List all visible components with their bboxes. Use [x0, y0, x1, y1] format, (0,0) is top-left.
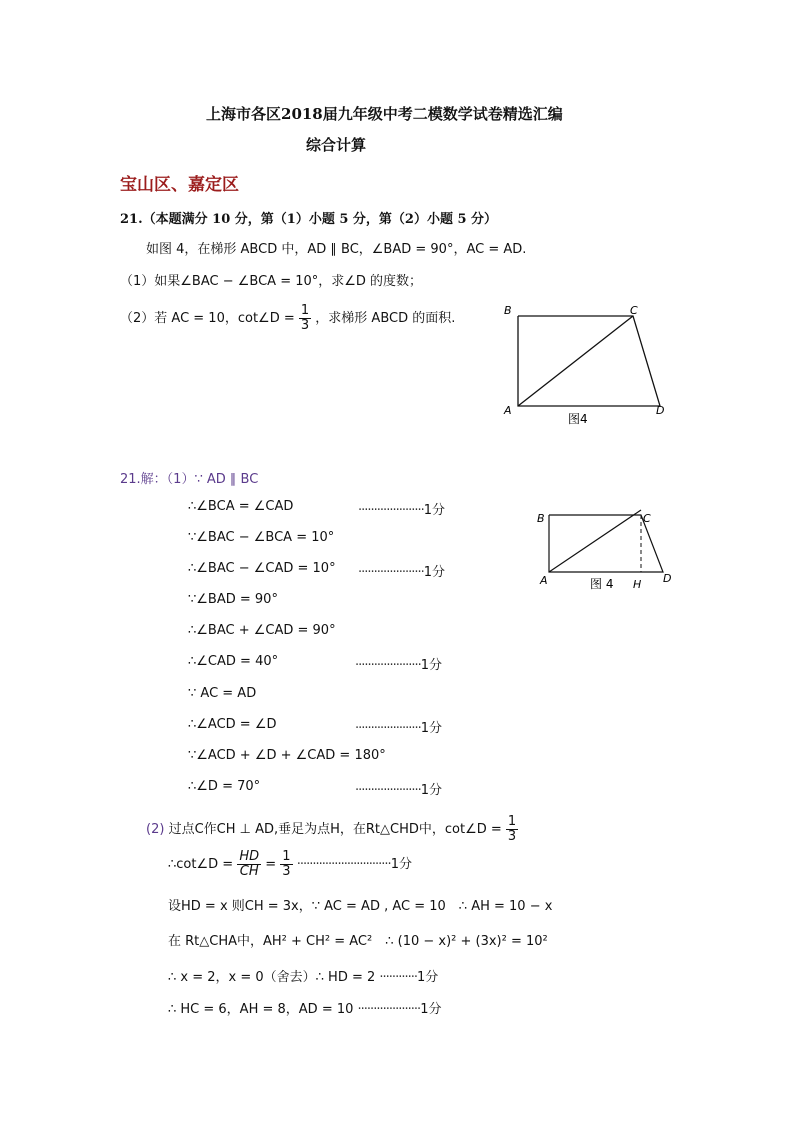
trapezoid-figure-2	[533, 502, 683, 592]
step-text: ∵∠BAD = 90°	[188, 592, 278, 607]
solution-step	[188, 686, 256, 701]
score: 1分	[420, 658, 443, 673]
section-heading: 宝山区、嘉定区	[120, 175, 239, 195]
step-text: ∴∠BAC − ∠CAD = 10°	[188, 561, 336, 576]
part2-text-b: ，求梯形 ABCD 的面积.	[315, 311, 456, 326]
question-number: 21.	[120, 212, 143, 227]
label-b: B	[504, 304, 512, 317]
step-score: ·····················1分	[358, 565, 446, 580]
part2-line2: ∴cot∠D = $\frac{HD}{CH}$ = $\frac{1}{3}$ ······························1分	[168, 849, 412, 879]
figure1-caption: 图4	[568, 412, 588, 426]
step-text: ∴∠BCA = ∠CAD	[188, 499, 294, 514]
solution-step	[188, 623, 336, 638]
label-b-2: B	[537, 512, 545, 525]
step-text: ∵∠BAC − ∠BCA = 10°	[188, 530, 335, 545]
step-text: ∴∠ACD = ∠D	[188, 717, 277, 732]
label-c: C	[630, 304, 638, 317]
solution-step	[188, 748, 386, 763]
step-text: ∴∠BAC + ∠CAD = 90°	[188, 623, 336, 638]
fraction-one-third: $\frac{1}{3}$	[300, 303, 310, 333]
part2-text-a: （2）若 AC = 10，cot∠D =	[120, 311, 295, 326]
step-text: ∵ AC = AD	[188, 686, 257, 701]
figure2-caption: 图 4	[590, 577, 614, 591]
solution-step	[188, 499, 293, 514]
part2-line5: ∴ x = 2，x = 0（舍去）∴ HD = 2 ············1分	[168, 970, 439, 985]
label-d: D	[656, 404, 665, 417]
part2-line3: 设HD = x 则CH = 3x，∵ AC = AD , AC = 10 ∴ AH = 10 − x	[168, 899, 553, 914]
score: 1分	[420, 783, 443, 798]
fraction-hd-ch: $\frac{HD}{CH}$	[239, 849, 260, 879]
score: 1分	[420, 721, 443, 736]
step-score: ·····················1分	[355, 783, 443, 798]
score: 1分	[423, 503, 446, 518]
solution-step	[188, 654, 278, 669]
solution-step	[188, 561, 336, 576]
fraction-1-3-b: $\frac{1}{3}$	[282, 849, 291, 879]
question-part2	[120, 304, 455, 333]
question-header	[120, 208, 497, 227]
question-stem: 如图 4，在梯形 ABCD 中，AD ∥ BC，∠BAD = 90°，AC = AD.	[146, 242, 527, 257]
part2-line6: ∴ HC = 6，AH = 8，AD = 10 ····················1分	[168, 1002, 442, 1017]
step-score: ·····················1分	[358, 503, 446, 518]
solution-step	[188, 717, 277, 732]
label-a: A	[504, 404, 512, 417]
label-h-2: H	[633, 578, 642, 591]
step-score: ·····················1分	[355, 721, 443, 736]
trapezoid-outline	[518, 316, 660, 406]
label-c-2: C	[643, 512, 651, 525]
diagonal-ac-2	[549, 510, 641, 572]
solution-label: 21.解：（1）∵ AD ∥ BC	[120, 472, 259, 487]
score: 1分	[423, 565, 446, 580]
question-points: （本题满分 10 分，第（1）小题 5 分，第（2）小题 5 分）	[142, 212, 498, 227]
page-subtitle: 综合计算	[306, 136, 367, 154]
step-text: ∴∠D = 70°	[188, 779, 261, 794]
label-a-2: A	[540, 574, 548, 587]
label-d-2: D	[663, 572, 672, 585]
solution-step	[188, 779, 260, 794]
score: 1分	[420, 1002, 442, 1017]
score: 1分	[390, 857, 412, 872]
trapezoid-figure-1	[500, 298, 680, 433]
part2-line1: (2) 过点C作CH ⊥ AD,垂足为点H，在Rt△CHD中，cot∠D = $\frac{1}{3}$	[146, 814, 517, 844]
page-title: 上海市各区2018届九年级中考二模数学试卷精选汇编	[206, 105, 563, 123]
fraction-1-3: $\frac{1}{3}$	[507, 814, 517, 844]
step-text: ∵∠ACD + ∠D + ∠CAD = 180°	[188, 748, 386, 763]
question-part1: （1）如果∠BAC − ∠BCA = 10°，求∠D 的度数；	[120, 274, 423, 289]
part2-line4: 在 Rt△CHA中，AH² + CH² = AC² ∴ (10 − x)² + (3x)² = 10²	[168, 934, 548, 949]
solution-step	[188, 592, 278, 607]
step-score: ·····················1分	[355, 658, 443, 673]
step-text: ∴∠CAD = 40°	[188, 654, 279, 669]
diagonal-ac	[518, 316, 633, 406]
solution-step	[188, 530, 334, 545]
score: 1分	[417, 970, 439, 985]
solution-head	[120, 468, 258, 487]
